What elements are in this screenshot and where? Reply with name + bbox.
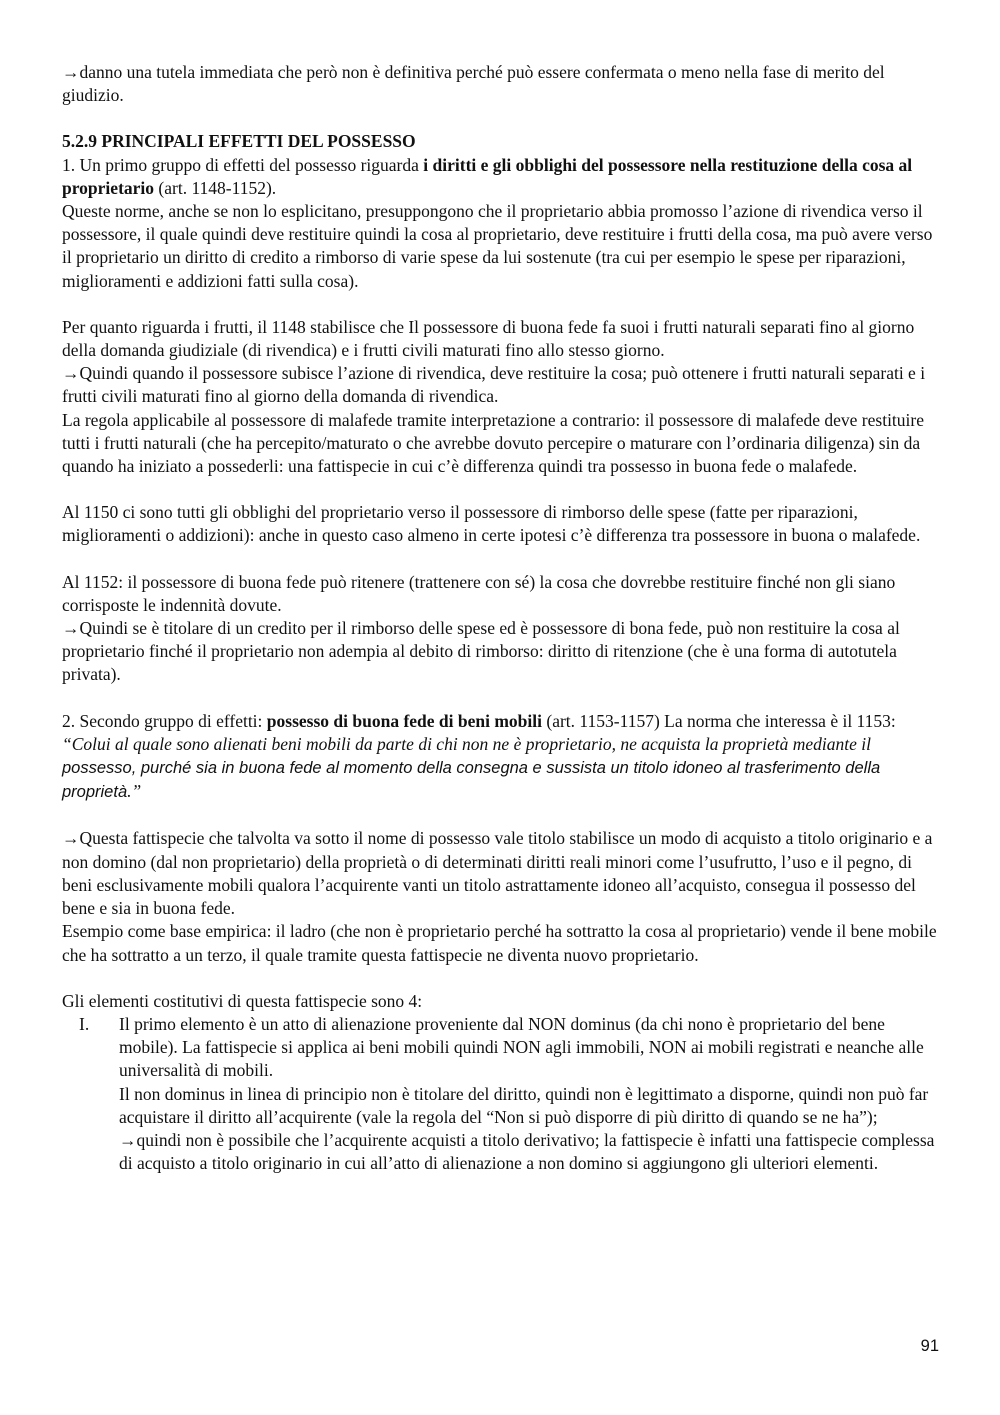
page-number: 91 <box>920 1337 939 1355</box>
section-heading: 5.2.9 PRINCIPALI EFFETTI DEL POSSESSO <box>62 131 416 152</box>
paragraph-example: Esempio come base empirica: il ladro (che non è proprietario perché ha sottratto la cosa al proprietario) vende il bene mobile che ha sottratto a un terzo, il quale tramite questa fattispecie ne diventa nuovo proprietario. <box>62 921 937 965</box>
paragraph-retention: →Quindi se è titolare di un credito per il rimborso delle spese ed è possessore di bona fede, può non restituire la cosa al proprietario finché il proprietario non adempia al debito di rimborso: diritto di ritenzione (che è una forma di autotutela privata). <box>62 618 900 685</box>
paragraph-first-group: 1. Un primo gruppo di effetti del possesso riguarda i diritti e gli obblighi del possessore nella restituzione della cosa al proprietario (art. 1148-1152). <box>62 154 913 198</box>
paragraph-art-1152: Al 1152: il possessore di buona fede può ritenere (trattenere con sé) la cosa che dovrebbe restituire finché non gli siano corrisposte le indennità dovute. <box>62 571 896 615</box>
list-item-line: →quindi non è possibile che l’acquirente acquisti a titolo derivativo; la fattispecie è infatti una fattispecie complessa di acquisto a titolo originario in cui all’atto di alienazione a non domino si aggiungono gli ulteriori elementi. <box>119 1129 935 1174</box>
list-item-line: Il non dominus in linea di principio non è titolare del diritto, quindi non è legittimato a disporne, quindi non può far acquistare il diritto all’acquirente (vale la regola del “Non si può disporre di più diritto di quando se ne ha”); <box>119 1083 929 1127</box>
paragraph-elements-intro: Gli elementi costitutivi di questa fattispecie sono 4: <box>62 990 423 1011</box>
elements-list <box>62 1013 942 1175</box>
paragraph-possesso-vale-titolo: →Questa fattispecie che talvolta va sotto il nome di possesso vale titolo stabilisce un modo di acquisto a titolo originario e a non domino (dal non proprietario) della proprietà o di determinati diritti reali minori come l’usufrutto, l’uso e il pegno, di beni esclusivamente mobili qualora l’acquirente vanti un titolo astrattamente idoneo all’acquisto, consegua il possesso del bene e sia in buona fede. <box>62 828 933 919</box>
bold-phrase: i diritti e gli obblighi del possessore nella restituzione della cosa al proprietario <box>62 154 913 198</box>
list-item <box>62 1013 942 1175</box>
list-marker: I. <box>79 1013 90 1034</box>
paragraph-intro: →danno una tutela immediata che però non è definitiva perché può essere confermata o meno nella fase di merito del giudizio. <box>62 62 885 106</box>
paragraph-fruits-consequence: →Quindi quando il possessore subisce l’azione di rivendica, deve restituire la cosa; può ottenere i frutti naturali separati e i frutti civili maturati fino al giorno della domanda di rivendica. <box>62 363 926 407</box>
paragraph-second-group: 2. Secondo gruppo di effetti: possesso di buona fede di beni mobili (art. 1153-1157) La norma che interessa è il 1153: <box>62 710 896 731</box>
paragraph-fruits: Per quanto riguarda i frutti, il 1148 stabilisce che Il possessore di buona fede fa suoi i frutti naturali separati fino al giorno della domanda giudiziale (di rivendica) e i frutti civili maturati fino allo stesso giorno. <box>62 316 915 361</box>
document-body <box>62 61 942 1175</box>
paragraph-bad-faith: La regola applicabile al possessore di malafede tramite interpretazione a contrario: il possessore di malafede deve restituire tutti i frutti naturali (che ha percepito/maturato o che avrebbe dovuto percepire o maturare con l’ordinaria diligenza) sin da quando ha iniziato a possederli: una fattispecie in cui c’è differenza quindi tra possesso in buona fede o malafede. <box>62 409 925 477</box>
list-item-line: Il primo elemento è un atto di alienazione proveniente dal NON dominus (da chi nono è proprietario del bene mobile). La fattispecie si applica ai beni mobili quindi NON agli immobili, NON ai mobili registrati e neanche alle universalità di mobili. <box>119 1013 924 1081</box>
bold-phrase: possesso di buona fede di beni mobili <box>266 710 542 731</box>
paragraph-norms: Queste norme, anche se non lo esplicitano, presuppongono che il proprietario abbia promosso l’azione di rivendica verso il possessore, il quale quindi deve restituire quindi la cosa al proprietario, deve restituire i frutti della cosa, ma può avere verso il proprietario un diritto di credito a rimborso di varie spese da lui sostenute (tra cui per esempio le spese per riparazioni, miglioramenti e addizioni fatti sulla cosa). <box>62 201 933 291</box>
paragraph-art-1150: Al 1150 ci sono tutti gli obblighi del proprietario verso il possessore di rimborso delle spese (fatte per riparazioni, miglioramenti o addizioni): anche in questo caso almeno in certe ipotesi c’è differenza tra possessore in buona o malafede. <box>62 502 921 546</box>
quote-art-1153: “Colui al quale sono alienati beni mobili da parte di chi non ne è proprietario, ne acquista la proprietà mediante il possesso, purché sia in buona fede al momento della consegna e sussista un titolo idoneo al trasferimento della proprietà.” <box>62 733 881 802</box>
